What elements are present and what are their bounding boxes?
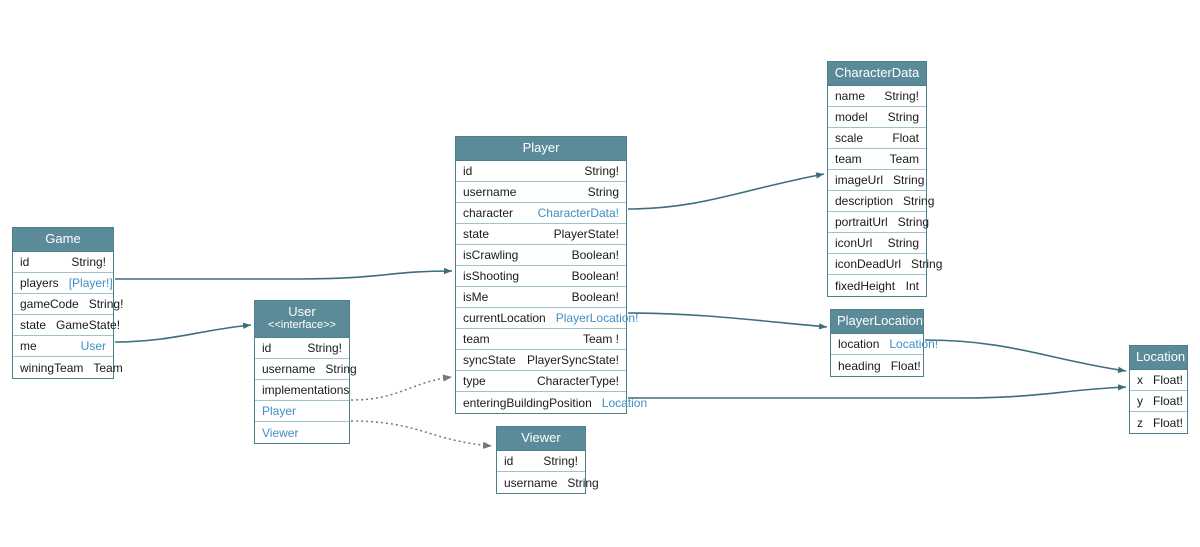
table-row[interactable] [456,287,626,308]
edge-user-player-implementation [351,377,452,400]
field-type: Boolean! [571,290,619,304]
field-type: Float! [1153,373,1184,387]
field-name: isMe [463,290,489,304]
field-type: String [887,236,919,250]
field-type: Float [892,131,919,145]
field-type: String [567,475,599,490]
entity-characterdata[interactable] [827,61,943,297]
field-type: String [893,173,925,187]
field-type: String [887,110,919,124]
table-row[interactable] [828,128,926,149]
field-type: String [587,185,619,199]
field-type: Team ! [582,332,619,346]
field-name: iconDeadUrl [835,257,902,271]
field-name: username [262,362,316,376]
field-name: state [20,318,47,332]
entity-location[interactable] [1129,345,1188,434]
table-row[interactable] [456,161,626,182]
table-row[interactable] [456,245,626,266]
table-row[interactable] [828,275,926,296]
field-type: String! [71,255,106,269]
field-type: String! [584,164,619,178]
implementations-label: implementations [262,383,350,397]
entity-title-text: Location [1136,349,1186,364]
field-type: Boolean! [571,248,619,262]
entity-title-text: CharacterData [834,65,920,80]
field-name: me [20,339,37,353]
field-type: String! [307,341,342,355]
entity-stereotype: <<interface>> [268,319,336,331]
field-type: Float! [1153,415,1184,430]
table-row[interactable] [456,371,626,392]
field-type: String [897,215,930,229]
field-name: y [1137,394,1143,408]
table-row[interactable] [13,273,113,294]
edge-player-character-characterdata [628,174,824,209]
table-row[interactable] [828,212,930,233]
entity-title [497,427,585,451]
field-name: description [835,194,894,208]
table-row[interactable] [497,472,599,493]
field-name: iconUrl [835,236,873,250]
entity-title [1130,346,1187,370]
field-name: name [835,89,866,103]
field-name: players [20,276,59,290]
entity-title [456,137,626,161]
table-row[interactable] [13,252,113,273]
implementation-link-viewer[interactable]: Viewer [262,425,299,440]
field-type[interactable]: Location! [889,337,939,351]
field-type: GameState! [56,318,121,332]
entity-title [13,228,113,252]
table-row[interactable] [828,107,926,128]
field-type: Team [889,152,919,166]
entity-title-text: Player [522,140,560,155]
table-row[interactable] [828,170,926,191]
field-type: Boolean! [571,269,619,283]
field-name: id [20,255,30,269]
table-row[interactable] [456,266,626,287]
table-row[interactable] [255,401,349,422]
field-type: PlayerSyncState! [526,353,619,367]
field-name: model [835,110,868,124]
table-row[interactable] [13,336,113,357]
table-row[interactable] [456,308,639,329]
field-type: Float! [1153,394,1184,408]
field-type: String [911,257,943,271]
edge-player-currentlocation-playerlocation [628,313,827,327]
table-row[interactable] [255,359,357,380]
field-type[interactable]: CharacterData! [537,206,619,220]
table-row[interactable] [456,203,626,224]
field-type: String! [884,89,919,103]
entity-title-text: Game [45,231,81,246]
entity-title [255,301,349,338]
table-row[interactable] [255,338,349,359]
field-name: state [463,227,490,241]
table-row[interactable] [255,422,349,443]
field-type: Team [93,360,123,375]
field-type[interactable]: User [80,339,106,353]
field-type: String [903,194,935,208]
field-type[interactable]: Location [601,395,648,410]
field-name: id [463,164,473,178]
field-name: gameCode [20,297,79,311]
field-name: isShooting [463,269,520,283]
field-name: id [504,454,514,468]
entity-title [831,310,923,334]
table-row[interactable] [828,191,935,212]
field-type: String! [543,454,578,468]
table-row[interactable] [831,355,923,376]
field-name: portraitUrl [835,215,888,229]
table-row[interactable] [1130,391,1187,412]
table-row[interactable] [456,329,626,350]
table-row[interactable] [13,315,121,336]
field-name: winingTeam [20,360,84,375]
table-row[interactable] [828,149,926,170]
table-row[interactable] [456,350,626,371]
table-row[interactable] [13,357,123,378]
entity-title-text: User [288,304,316,319]
table-row[interactable] [255,380,349,401]
table-row[interactable] [456,392,648,413]
field-name: imageUrl [835,173,884,187]
field-name: x [1137,373,1143,387]
table-row[interactable] [13,294,124,315]
field-name: type [463,374,486,388]
table-row[interactable] [828,233,926,254]
field-name: username [463,185,517,199]
edge-playerlocation-location-location [925,340,1126,371]
field-name: isCrawling [463,248,519,262]
table-row[interactable] [831,334,939,355]
field-name: team [835,152,862,166]
entity-viewer[interactable] [496,426,599,494]
field-name: z [1137,415,1143,430]
field-name: location [838,337,880,351]
field-type: String! [88,297,124,311]
entity-title-text: Viewer [521,430,561,445]
entity-title-text: PlayerLocation [837,313,923,328]
field-type: CharacterType! [536,374,619,388]
field-type: String [325,362,357,376]
table-row[interactable] [828,86,926,107]
entity-game[interactable] [12,227,124,379]
table-row[interactable] [456,224,626,245]
field-type[interactable]: [Player!] [68,276,113,290]
table-row[interactable] [497,451,585,472]
table-row[interactable] [456,182,626,203]
entity-player[interactable] [455,136,648,414]
table-row[interactable] [828,254,943,275]
field-name: currentLocation [463,311,546,325]
entity-playerlocation[interactable] [830,309,939,377]
field-name: team [463,332,490,346]
field-name: character [463,206,514,220]
edge-game-me-user [115,325,251,342]
field-name: heading [838,358,881,373]
field-type: Float! [890,358,921,373]
table-row[interactable] [1130,412,1187,433]
field-name: fixedHeight [835,278,896,293]
field-name: enteringBuildingPosition [463,395,592,410]
field-type[interactable]: PlayerLocation! [555,311,639,325]
field-type: Int [905,278,919,293]
field-type: PlayerState! [553,227,619,241]
implementation-link-player[interactable]: Player [262,404,297,418]
edge-user-viewer-implementation [351,421,492,446]
edge-player-enteringbuildingposition-location [628,387,1126,398]
entity-user[interactable] [254,300,357,444]
field-name: scale [835,131,864,145]
field-name: id [262,341,272,355]
table-row[interactable] [1130,370,1187,391]
entity-title [828,62,926,86]
field-name: username [504,475,558,490]
edge-game-players-player [115,271,452,279]
field-name: syncState [463,353,516,367]
